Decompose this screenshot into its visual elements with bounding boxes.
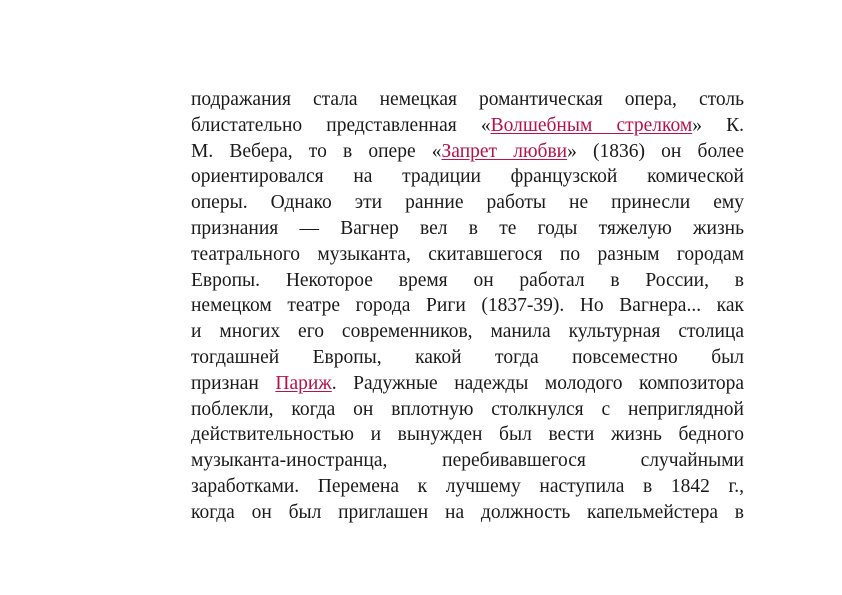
text-line — [191, 319, 744, 345]
text-segment: музыканта-иностранца, перебивавшегося случайными — [191, 450, 744, 472]
text-line — [191, 474, 744, 500]
text-line — [191, 216, 744, 242]
text-segment: ориентировался на традиции французской комической — [191, 166, 744, 188]
text-line — [191, 139, 744, 165]
text-line — [191, 371, 744, 397]
text-line — [191, 448, 744, 474]
text-segment: М. Вебера, то в опере « — [191, 140, 442, 162]
text-segment: » К. — [692, 114, 744, 136]
text-line — [191, 422, 744, 448]
text-line — [191, 190, 744, 216]
text-line — [191, 268, 744, 294]
text-segment: когда он был приглашен на должность капельмейстера в — [191, 501, 744, 523]
text-segment: Европы. Некоторое время он работал в России, в — [191, 269, 744, 291]
text-segment: поблекли, когда он вплотную столкнулся с неприглядной — [191, 398, 744, 420]
text-segment: . Радужные надежды молодого композитора — [331, 372, 745, 394]
hyperlink[interactable]: Париж — [275, 372, 332, 394]
text-segment: блистательно представленная « — [191, 114, 491, 136]
text-line — [191, 397, 744, 423]
text-segment: подражания стала немецкая романтическая опера, столь — [191, 89, 744, 110]
text-segment: немецком театре города Риги (1837-39). Но Вагнера... как — [191, 295, 744, 317]
text-line — [191, 500, 744, 526]
text-segment: театрального музыканта, скитавшегося по разным городам — [191, 243, 744, 265]
text-segment: тогдашней Европы, какой тогда повсеместно был — [191, 346, 744, 368]
text-line — [191, 113, 744, 139]
text-line — [191, 242, 744, 268]
text-segment: и многих его современников, манила культурная столица — [191, 321, 744, 343]
text-segment: признан — [191, 372, 276, 394]
text-line — [191, 293, 744, 319]
text-segment: » (1836) он более — [567, 140, 744, 162]
text-line — [191, 345, 744, 371]
text-line — [191, 164, 744, 190]
hyperlink[interactable]: Запрет любви — [441, 140, 568, 162]
text-segment: признания — Вагнер вел в те годы тяжелую жизнь — [191, 217, 744, 239]
text-segment: оперы. Однако эти ранние работы не принесли ему — [191, 192, 744, 214]
hyperlink[interactable]: Волшебным стрелком — [490, 114, 693, 136]
body-text — [191, 87, 744, 526]
text-segment: заработками. Перемена к лучшему наступила в 1842 г., — [191, 475, 744, 497]
text-line — [191, 87, 744, 113]
text-segment: действительностью и вынужден был вести жизнь бедного — [191, 424, 744, 446]
